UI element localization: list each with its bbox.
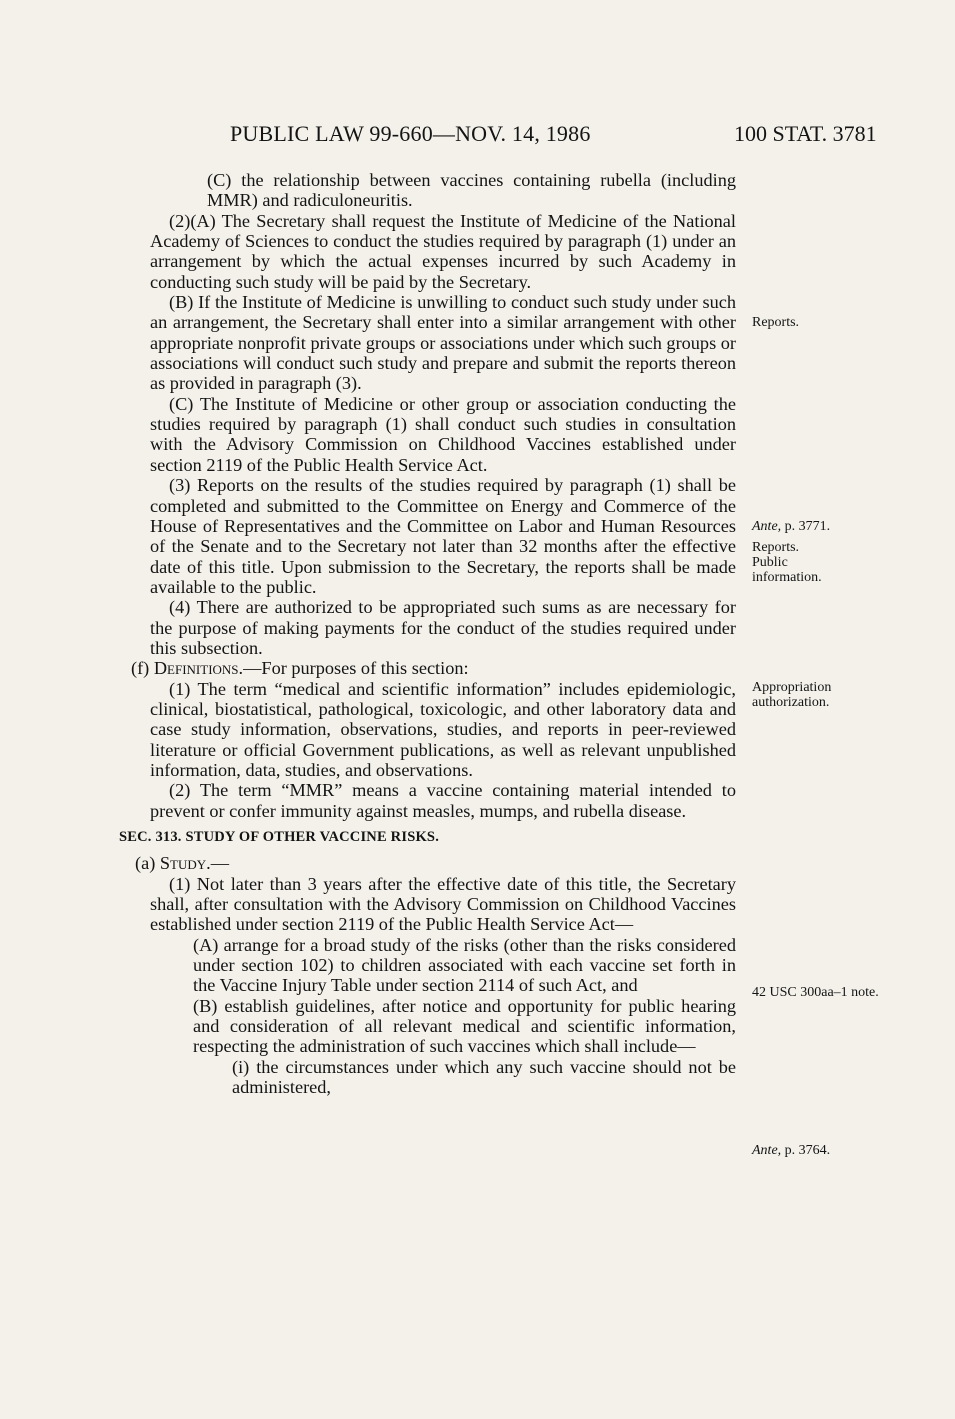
subsection-a-heading bbox=[131, 853, 736, 873]
margin-note-reports-2: Reports. bbox=[752, 540, 800, 555]
definition-1: (1) The term “medical and scientific information” includes epidemiologic, clinical, biostatistical, pathological, toxicologic, and other laboratory data and case study information, observations, studies, and reports in peer-reviewed literature or official Government publications, as well as relevant unpublished information, data, studies, and observations. bbox=[150, 678, 736, 780]
section-313-heading: SEC. 313. STUDY OF OTHER VACCINE RISKS. bbox=[119, 829, 440, 845]
para-3: (3) Reports on the results of the studies required by paragraph (1) shall be completed and submitted to the Committee on Energy and Commerce of the House of Representatives and the Committee on Labor and Human Resources of the Senate and to the Secretary not later than 32 months after the effective date of this title. Upon submission to the Secretary, the reports shall be made available to the public. bbox=[150, 475, 736, 597]
definition-2: (2) The term “MMR” means a vaccine containing material intended to prevent or confer immunity against measles, mumps, and rubella disease. bbox=[150, 780, 736, 821]
statute-body bbox=[119, 170, 736, 1098]
study-para-1b: (B) establish guidelines, after notice and opportunity for public hearing and consideration of all relevant medical and scientific information, respecting the administration of such vaccines which shall include— bbox=[193, 995, 736, 1057]
study-para-1a: (A) arrange for a broad study of the risks (other than the risks considered under section 102) to children associated with each vaccine set forth in the Vaccine Injury Table under section 2114 of such Act, and bbox=[193, 934, 736, 996]
para-2c: (C) The Institute of Medicine or other group or association conducting the studies required by paragraph (1) shall conduct such studies in consultation with the Advisory Commission on Childhood Vaccines established under section 2119 of the Public Health Service Act. bbox=[150, 393, 736, 475]
subsection-f-rest: .—For purposes of this section: bbox=[238, 658, 469, 679]
margin-note-ante-3764: Ante, p. 3764. bbox=[752, 1143, 831, 1158]
subsection-a-prefix: (a) bbox=[135, 853, 160, 874]
margin-note-ante-3771: Ante, p. 3771. bbox=[752, 519, 831, 534]
page-header bbox=[0, 121, 955, 151]
subsection-a-rest: .— bbox=[206, 853, 230, 874]
subsection-f-heading bbox=[131, 658, 736, 678]
subsection-f-title: Definitions bbox=[153, 658, 239, 679]
para-4: (4) There are authorized to be appropriated such sums as are necessary for the purpose of making payments for the conduct of the studies required under this subsection. bbox=[150, 597, 736, 658]
margin-note-appropriation: Appropriation authorization. bbox=[752, 680, 832, 710]
subsection-a-title: Study bbox=[159, 853, 207, 874]
margin-note-reports-1: Reports. bbox=[752, 315, 800, 330]
margin-note-42-usc: 42 USC 300aa–1 note. bbox=[752, 985, 879, 1000]
para-c-rubella: (C) the relationship between vaccines containing rubella (including MMR) and radiculoneuritis. bbox=[207, 170, 736, 211]
header-law-title: PUBLIC LAW 99-660—NOV. 14, 1986 bbox=[230, 121, 591, 146]
study-para-1b-i: (i) the circumstances under which any such vaccine should not be administered, bbox=[232, 1056, 736, 1098]
study-para-1: (1) Not later than 3 years after the effective date of this title, the Secretary shall, after consultation with the Advisory Commission on Childhood Vaccines established under section 2119 of the Public Health Service Act— bbox=[150, 873, 736, 935]
para-2b: (B) If the Institute of Medicine is unwilling to conduct such study under such an arrangement, the Secretary shall enter into a similar arrangement with other appropriate nonprofit private groups or associations under which such groups or associations will conduct such study and prepare and submit the reports thereon as provided in paragraph (3). bbox=[150, 292, 736, 394]
margin-note-public-information: Public information. bbox=[752, 555, 822, 585]
header-stat-page: 100 STAT. 3781 bbox=[734, 121, 877, 146]
para-2a: (2)(A) The Secretary shall request the Institute of Medicine of the National Academy of Sciences to conduct the studies required by paragraph (1) under an arrangement by which the actual expenses incurred by such Academy in conducting such study will be paid by the Secretary. bbox=[150, 210, 736, 292]
subsection-f-prefix: (f) bbox=[131, 658, 154, 679]
